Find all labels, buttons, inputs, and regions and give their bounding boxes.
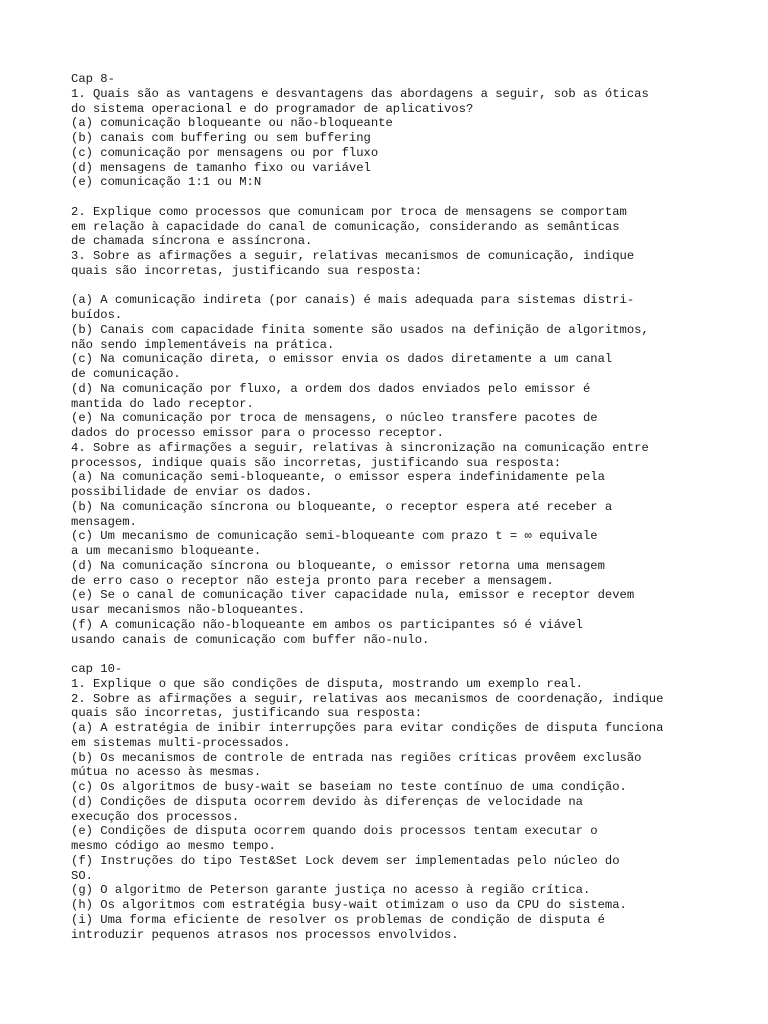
text-line: (e) Na comunicação por troca de mensagens, o núcleo transfere pacotes de xyxy=(71,411,598,426)
text-line: (d) Condições de disputa ocorrem devido às diferenças de velocidade na xyxy=(71,794,583,809)
text-line: (g) O algoritmo de Peterson garante justiça no acesso à região crítica. xyxy=(71,883,591,898)
text-line: de comunicação. xyxy=(71,367,181,381)
text-line: SO. xyxy=(71,868,93,883)
text-line: introduzir pequenos atrasos nos processos envolvidos. xyxy=(71,927,459,942)
text-line: de chamada síncrona e assíncrona. xyxy=(71,234,313,249)
text-line: dados do processo emissor para o processo receptor. xyxy=(71,426,444,440)
text-line: (d) Na comunicação por fluxo, a ordem dos dados enviados pelo emissor é xyxy=(71,381,591,396)
text-line: possibilidade de enviar os dados. xyxy=(71,485,313,499)
text-line: do sistema operacional e do programador de aplicativos? xyxy=(71,101,474,116)
text-line: de erro caso o receptor não esteja pronto para receber a mensagem. xyxy=(71,573,554,588)
text-line: cap 10- xyxy=(71,662,123,676)
text-line: buídos. xyxy=(71,308,123,322)
text-line: execução dos processos. xyxy=(71,809,240,824)
text-line: (a) A comunicação indireta (por canais) é mais adequada para sistemas distri- xyxy=(71,293,635,308)
text-line: (a) comunicação bloqueante ou não-bloqueante xyxy=(71,116,393,131)
text-line: mantida do lado receptor. xyxy=(71,396,254,411)
text-line: quais são incorretas, justificando sua resposta: xyxy=(71,263,423,278)
text-line: mútua no acesso às mesmas. xyxy=(71,765,262,780)
text-line: mesmo código ao mesmo tempo. xyxy=(71,839,276,853)
text-line: (e) Condições de disputa ocorrem quando dois processos tentam executar o xyxy=(71,824,598,839)
blank-line xyxy=(71,647,761,662)
text-line: 2. Explique como processos que comunicam por troca de mensagens se comportam xyxy=(71,204,627,219)
text-line: (h) Os algoritmos com estratégia busy-wait otimizam o uso da CPU do sistema. xyxy=(71,898,627,912)
text-line: quais são incorretas, justificando sua resposta: xyxy=(71,706,423,721)
text-line: (c) Na comunicação direta, o emissor envia os dados diretamente a um canal xyxy=(71,352,613,367)
text-line: (c) comunicação por mensagens ou por fluxo xyxy=(71,145,379,160)
text-line: 4. Sobre as afirmações a seguir, relativas à sincronização na comunicação entre xyxy=(71,440,649,455)
text-line: (b) Na comunicação síncrona ou bloqueante, o receptor espera até receber a xyxy=(71,499,613,514)
text-line: usando canais de comunicação com buffer não-nulo. xyxy=(71,632,430,647)
blank-line xyxy=(71,279,761,294)
text-line: (a) Na comunicação semi-bloqueante, o emissor espera indefinidamente pela xyxy=(71,470,605,485)
text-line: (e) Se o canal de comunicação tiver capacidade nula, emissor e receptor devem xyxy=(71,588,635,603)
text-line: (b) canais com buffering ou sem buffering xyxy=(71,131,371,145)
text-line: (i) Uma forma eficiente de resolver os problemas de condição de disputa é xyxy=(71,912,605,927)
text-line: em sistemas multi-processados. xyxy=(71,735,291,750)
text-line: não sendo implementáveis na prática. xyxy=(71,337,335,352)
text-line: processos, indique quais são incorretas, justificando sua resposta: xyxy=(71,455,562,470)
text-line: (d) mensagens de tamanho fixo ou variável xyxy=(71,160,371,175)
blank-line xyxy=(71,190,761,205)
text-line: (c) Os algoritmos de busy-wait se baseiam no teste contínuo de uma condição. xyxy=(71,780,627,794)
text-line: 2. Sobre as afirmações a seguir, relativas aos mecanismos de coordenação, indique xyxy=(71,691,664,706)
text-line: 1. Quais são as vantagens e desvantagens das abordagens a seguir, sob as óticas xyxy=(71,86,649,101)
text-line: Cap 8- xyxy=(71,72,115,86)
text-line: (a) A estratégia de inibir interrupções para evitar condições de disputa funciona xyxy=(71,721,664,735)
text-line: (c) Um mecanismo de comunicação semi-bloqueante com prazo t = ∞ equivale xyxy=(71,529,598,544)
text-line: (f) Instruções do tipo Test&Set Lock devem ser implementadas pelo núcleo do xyxy=(71,853,620,868)
text-line: a um mecanismo bloqueante. xyxy=(71,544,262,558)
text-line: (b) Os mecanismos de controle de entrada nas regiões críticas provêem exclusão xyxy=(71,750,642,765)
text-line: 1. Explique o que são condições de disputa, mostrando um exemplo real. xyxy=(71,676,583,691)
text-line: 3. Sobre as afirmações a seguir, relativas mecanismos de comunicação, indique xyxy=(71,249,635,263)
document-body xyxy=(71,72,761,942)
text-line: (b) Canais com capacidade finita somente são usados na definição de algoritmos, xyxy=(71,322,649,337)
text-line: usar mecanismos não-bloqueantes. xyxy=(71,603,306,617)
text-line: (f) A comunicação não-bloqueante em ambos os participantes só é viável xyxy=(71,617,583,632)
text-line: (d) Na comunicação síncrona ou bloqueante, o emissor retorna uma mensagem xyxy=(71,558,605,573)
text-line: (e) comunicação 1:1 ou M:N xyxy=(71,175,262,190)
text-line: em relação à capacidade do canal de comunicação, considerando as semânticas xyxy=(71,219,620,234)
text-line: mensagem. xyxy=(71,514,137,529)
